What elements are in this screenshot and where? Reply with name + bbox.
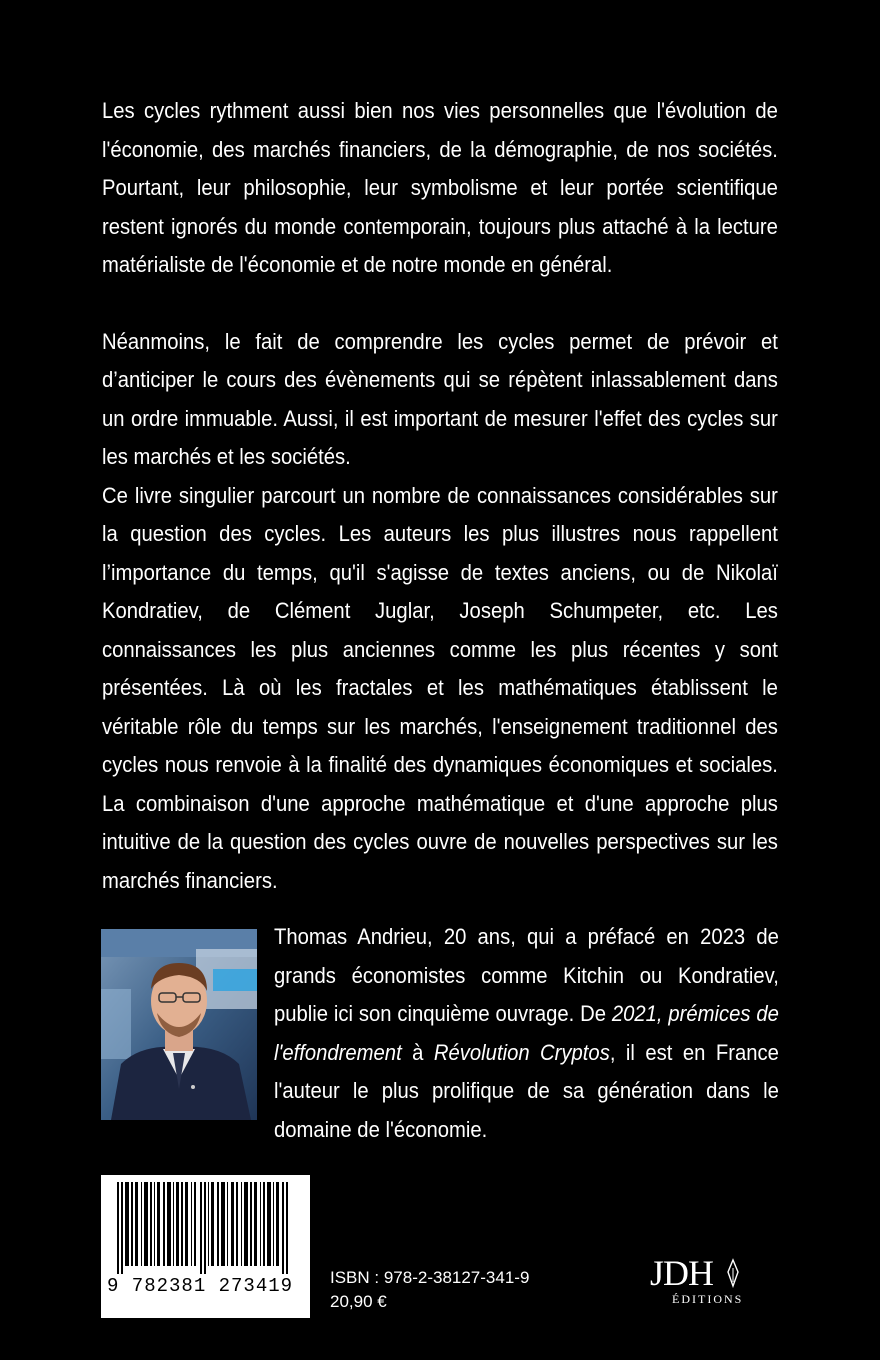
barcode-bars	[107, 1182, 304, 1274]
pen-nib-icon	[726, 1258, 740, 1288]
price: 20,90 €	[330, 1292, 387, 1311]
blurb-paragraph-1: Les cycles rythment aussi bien nos vies personnelles que l'évolution de l'économie, des marchés financiers, de la démographie, de nos sociétés. Pourtant, leur philosophie, leur symbolisme et leur portée scientifique restent ignorés du monde contemporain, toujours plus attaché à la lecture matérialiste de l'économie et de notre monde en général.	[102, 98, 778, 277]
isbn-number: ISBN : 978-2-38127-341-9	[330, 1268, 530, 1287]
author-bio-text-3: , il est en France l'auteur le plus prolifique de sa génération dans le domaine de l'économie.	[274, 1039, 779, 1142]
blurb-paragraph-2: Néanmoins, le fait de comprendre les cycles permet de prévoir et d’anticiper le cours des évènements qui se répètent inlassablement dans un ordre immuable. Aussi, il est important de mesurer l'effet des cycles sur les marchés et les sociétés.	[102, 328, 778, 469]
barcode-digits: 9 782381 273419	[107, 1275, 294, 1297]
author-portrait-illustration	[101, 929, 257, 1120]
author-bio-text-1: Thomas Andrieu, 20 ans, qui a préfacé en 2023 de grands économistes comme Kitchin ou Kondratiev, publie ici son cinquième ouvrage. De	[274, 924, 779, 1026]
author-bio	[274, 918, 779, 1149]
book-title-2: Révolution Cryptos	[433, 1039, 610, 1065]
isbn-price-block	[330, 1266, 529, 1314]
publisher-logo-subtext: ÉDITIONS	[672, 1292, 744, 1306]
author-photo	[101, 929, 257, 1120]
back-cover-blurb	[102, 92, 778, 900]
book-title-1: 2021, prémices de l'effondrement	[274, 1001, 779, 1065]
publisher-logo-text: JDH	[650, 1253, 714, 1293]
blurb-paragraph-3: Ce livre singulier parcourt un nombre de connaissances considérables sur la question des cycles. Les auteurs les plus illustres nous rappellent l’importance du temps, qu'il s'agisse de textes anciens, ou de Nikolaï Kondratiev, de Clément Juglar, Joseph Schumpeter, etc. Les connaissances les plus anciennes comme les plus récentes y sont présentées. Là où les fractales et les mathématiques établissent le véritable rôle du temps sur les marchés, l'enseignement traditionnel des cycles nous renvoie à la finalité des dynamiques économiques et sociales. La combinaison d'une approche mathématique et d'une approche plus intuitive de la question des cycles ouvre de nouvelles perspectives sur les marchés financiers.	[102, 482, 778, 893]
author-bio-text-2: à	[401, 1039, 434, 1065]
publisher-logo	[648, 1252, 772, 1312]
isbn-barcode	[101, 1175, 310, 1318]
